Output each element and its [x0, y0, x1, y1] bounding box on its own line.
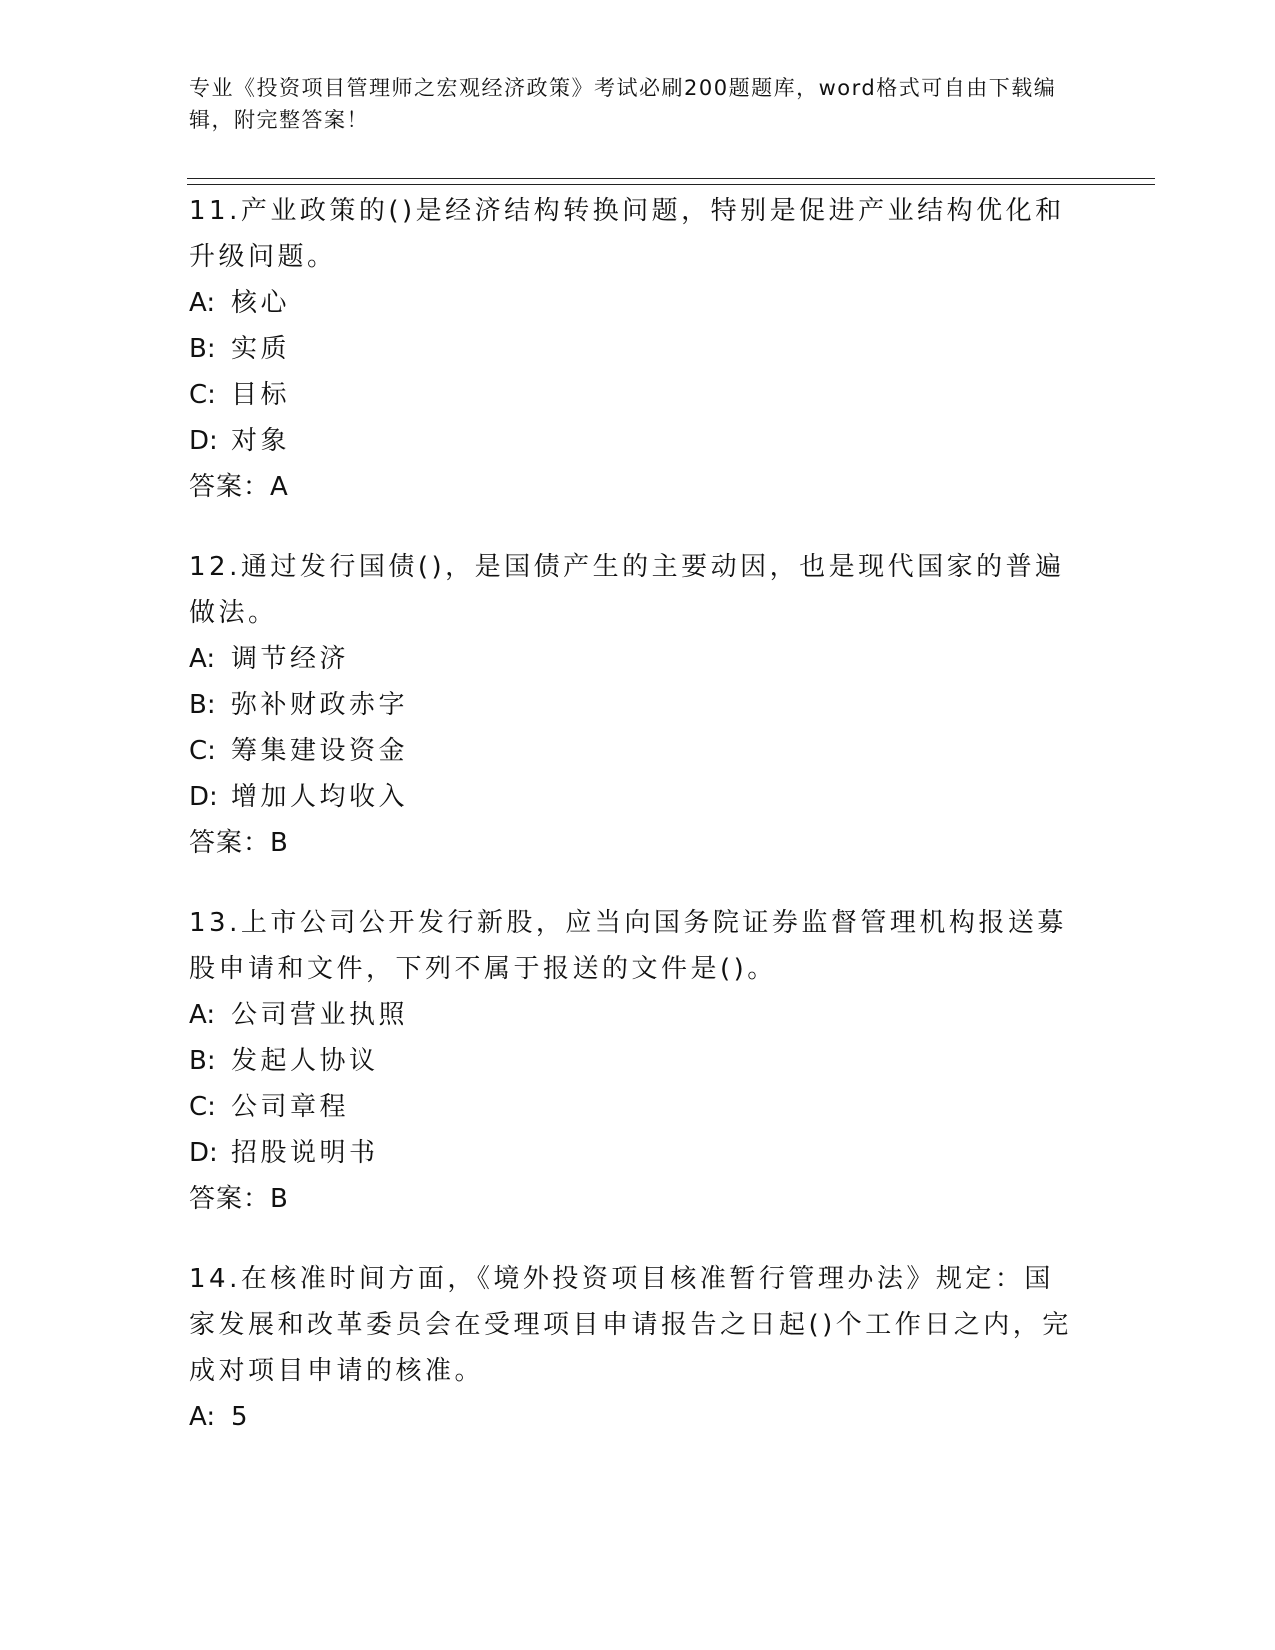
option-key: B: — [189, 334, 216, 364]
option-key: B: — [189, 1046, 216, 1076]
answer-label: 答案： — [189, 828, 271, 858]
option-d — [189, 1130, 1079, 1176]
answer — [189, 1176, 1079, 1222]
option-key: A: — [189, 1000, 216, 1030]
question-stem: 12.通过发行国债()，是国债产生的主要动因，也是现代国家的普遍做法。 — [189, 552, 1065, 628]
option-key: D: — [189, 782, 218, 812]
option-text: 弥补财政赤字 — [231, 690, 409, 720]
option-c — [189, 1084, 1079, 1130]
answer-value: B — [270, 828, 288, 858]
option-b — [189, 326, 1079, 372]
option-key: B: — [189, 690, 216, 720]
option-b — [189, 1038, 1079, 1084]
option-a — [189, 992, 1079, 1038]
option-a — [189, 636, 1079, 682]
question-stem: 11.产业政策的()是经济结构转换问题，特别是促进产业结构优化和升级问题。 — [189, 196, 1065, 272]
answer — [189, 464, 1079, 510]
option-a — [189, 280, 1079, 326]
header-divider-bottom — [187, 184, 1155, 185]
option-key: A: — [189, 288, 216, 318]
question-14 — [189, 1256, 1079, 1440]
option-key: C: — [189, 380, 216, 410]
option-key: C: — [189, 1092, 216, 1122]
option-c — [189, 372, 1079, 418]
question-stem: 14.在核准时间方面，《境外投资项目核准暂行管理办法》规定：国家发展和改革委员会在受理项目申请报告之日起()个工作日之内，完成对项目申请的核准。 — [189, 1264, 1072, 1386]
option-key: D: — [189, 1138, 218, 1168]
answer-value: B — [270, 1184, 288, 1214]
option-text: 调节经济 — [231, 644, 350, 674]
option-d — [189, 418, 1079, 464]
answer-label: 答案： — [189, 1184, 271, 1214]
answer-label: 答案： — [189, 472, 271, 502]
option-text: 发起人协议 — [231, 1046, 379, 1076]
header-divider-top — [187, 178, 1155, 179]
option-b — [189, 682, 1079, 728]
option-key: D: — [189, 426, 218, 456]
option-text: 公司营业执照 — [231, 1000, 409, 1030]
option-d — [189, 774, 1079, 820]
option-text: 公司章程 — [231, 1092, 350, 1122]
option-text: 5 — [231, 1402, 252, 1432]
option-key: C: — [189, 736, 216, 766]
option-c — [189, 728, 1079, 774]
option-text: 实质 — [231, 334, 291, 364]
option-text: 招股说明书 — [231, 1138, 379, 1168]
question-12 — [189, 544, 1079, 866]
question-13 — [189, 900, 1079, 1222]
option-text: 增加人均收入 — [231, 782, 409, 812]
option-a — [189, 1394, 1079, 1440]
answer-value: A — [270, 472, 288, 502]
option-text: 核心 — [231, 288, 291, 318]
option-key: A: — [189, 1402, 216, 1432]
option-text: 对象 — [231, 426, 291, 456]
answer — [189, 820, 1079, 866]
option-key: A: — [189, 644, 216, 674]
option-text: 筹集建设资金 — [231, 736, 409, 766]
question-11 — [189, 188, 1079, 510]
question-list — [189, 188, 1079, 1474]
option-text: 目标 — [231, 380, 291, 410]
document-header: 专业《投资项目管理师之宏观经济政策》考试必刷200题题库，word格式可自由下载编辑，附完整答案！ — [189, 76, 1057, 132]
question-stem: 13.上市公司公开发行新股，应当向国务院证券监督管理机构报送募股申请和文件，下列不属于报送的文件是()。 — [189, 908, 1067, 984]
